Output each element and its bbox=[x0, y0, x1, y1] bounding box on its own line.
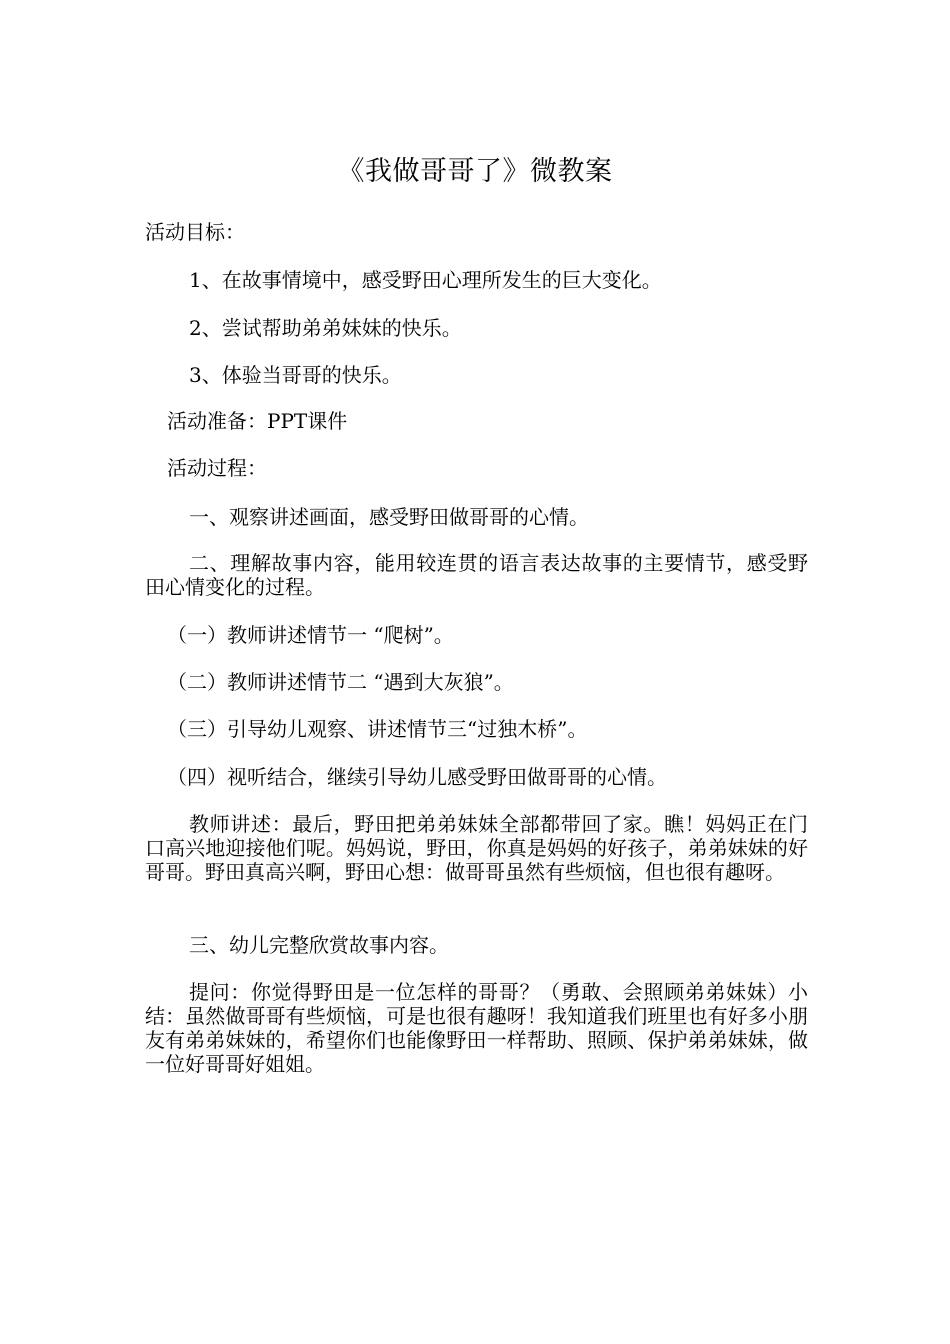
objective-item-3: 3、体验当哥哥的快乐。 bbox=[189, 363, 402, 387]
question-summary: 提问：你觉得野田是一位怎样的哥哥？（勇敢、会照顾弟弟妹妹）小结：虽然做哥哥有些烦恼，可是也很有趣呀！我知道我们班里也有好多小朋友有弟弟妹妹的，希望你们也能像野田一样帮助、照顾、保护弟弟妹妹，做一位好哥哥好姐姐。 bbox=[145, 980, 808, 1076]
sub-step-4: （四）视听结合，继续引导幼儿感受野田做哥哥的心情。 bbox=[167, 765, 667, 789]
process-step-3: 三、幼儿完整欣赏故事内容。 bbox=[189, 933, 449, 957]
teacher-narration: 教师讲述：最后，野田把弟弟妹妹全部都带回了家。瞧！妈妈正在门口高兴地迎接他们呢。妈妈说，野田，你真是妈妈的好孩子，弟弟妹妹的好哥哥。野田真高兴啊，野田心想：做哥哥虽然有些烦恼，但也很有趣呀。 bbox=[145, 812, 808, 884]
activity-preparation: 活动准备：PPT课件 bbox=[167, 409, 348, 433]
objective-item-1: 1、在故事情境中，感受野田心理所发生的巨大变化。 bbox=[189, 268, 662, 292]
objective-item-2: 2、尝试帮助弟弟妹妹的快乐。 bbox=[189, 316, 462, 340]
process-step-1: 一、观察讲述画面，感受野田做哥哥的心情。 bbox=[189, 505, 589, 529]
sub-step-2: （二）教师讲述情节二 “遇到大灰狼”。 bbox=[167, 670, 514, 694]
sub-step-1: （一）教师讲述情节一 “爬树”。 bbox=[167, 623, 454, 647]
sub-step-3: （三）引导幼儿观察、讲述情节三“过独木桥”。 bbox=[167, 717, 588, 741]
process-step-2: 二、理解故事内容，能用较连贯的语言表达故事的主要情节，感受野田心情变化的过程。 bbox=[145, 551, 808, 599]
document-title: 《我做哥哥了》微教案 bbox=[337, 156, 613, 187]
objectives-heading: 活动目标： bbox=[145, 220, 245, 244]
process-heading: 活动过程： bbox=[167, 456, 267, 480]
